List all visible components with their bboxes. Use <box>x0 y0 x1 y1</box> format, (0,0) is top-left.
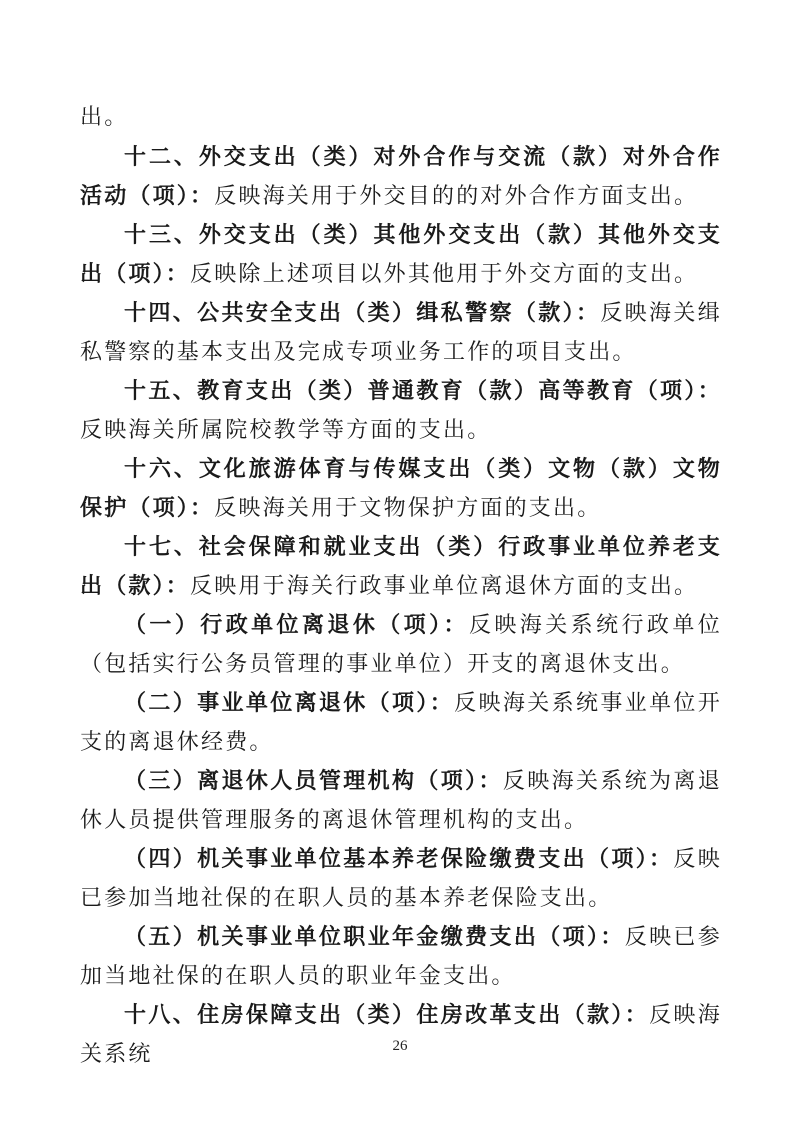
paragraph-text: 反映海关缉私警察的基本支出及完成专项业务工作的项目支出。 <box>80 301 722 365</box>
paragraph-text: 出。 <box>80 105 129 130</box>
item-heading: 十四、公共安全支出（类）缉私警察（款）： <box>124 300 601 326</box>
paragraph-continuation <box>80 98 722 137</box>
paragraph-item-15 <box>80 372 722 450</box>
paragraph-item-12 <box>80 138 722 216</box>
item-heading: 十七、社会保障和就业支出（类）行政事业单位养老支出（款）： <box>80 534 722 599</box>
item-heading: 十五、教育支出（类）普通教育（款）高等教育（项）： <box>124 378 722 404</box>
paragraph-text: 反映已参加当地社保的在职人员的职业年金支出。 <box>80 925 723 989</box>
item-heading: 十八、住房保障支出（类）住房改革支出（款）： <box>124 1002 650 1028</box>
paragraph-text: 反映用于海关行政事业单位离退休方面的支出。 <box>190 574 699 599</box>
item-heading: （一）行政单位离退休（项）： <box>124 612 469 638</box>
paragraph-subitem-4 <box>80 840 722 918</box>
paragraph-text: 反映海关系统行政单位（包括实行公务员管理的事业单位）开支的离退休支出。 <box>80 613 722 677</box>
paragraph-item-17 <box>80 528 722 606</box>
item-heading: 十二、外交支出（类）对外合作与交流（款）对外合作活动（项）： <box>80 144 722 209</box>
paragraph-item-18 <box>80 996 722 1074</box>
paragraph-text: 反映海关系统 <box>80 1003 722 1067</box>
paragraph-text: 反映海关用于外交目的的对外合作方面支出。 <box>214 184 699 209</box>
paragraph-text: 反映海关所属院校教学等方面的支出。 <box>80 418 492 443</box>
item-heading: （二）事业单位离退休（项）： <box>124 690 455 716</box>
item-heading: 十三、外交支出（类）其他外交支出（款）其他外交支出（项）： <box>80 222 722 287</box>
paragraph-item-13 <box>80 216 722 294</box>
item-heading: （四）机关事业单位基本养老保险缴费支出（项）： <box>124 846 674 872</box>
paragraph-subitem-5 <box>80 918 722 996</box>
item-heading: （三）离退休人员管理机构（项）： <box>124 768 503 794</box>
paragraph-item-16 <box>80 450 722 528</box>
paragraph-text: 反映已参加当地社保的在职人员的基本养老保险支出。 <box>80 847 722 911</box>
paragraph-item-14 <box>80 294 722 372</box>
paragraph-text: 反映除上述项目以外其他用于外交方面的支出。 <box>190 262 699 287</box>
item-heading: （五）机关事业单位职业年金缴费支出（项）： <box>124 924 625 950</box>
item-heading: 十六、文化旅游体育与传媒支出（类）文物（款）文物保护（项）： <box>80 456 722 521</box>
paragraph-text: 反映海关系统事业单位开支的离退休经费。 <box>80 691 723 755</box>
paragraph-subitem-1 <box>80 606 722 684</box>
paragraph-text: 反映海关用于文物保护方面的支出。 <box>214 496 602 521</box>
page-number: 26 <box>392 1038 408 1054</box>
paragraph-subitem-2 <box>80 684 722 762</box>
paragraph-subitem-3 <box>80 762 722 840</box>
paragraph-text: 反映海关系统为离退休人员提供管理服务的离退休管理机构的支出。 <box>80 769 722 833</box>
